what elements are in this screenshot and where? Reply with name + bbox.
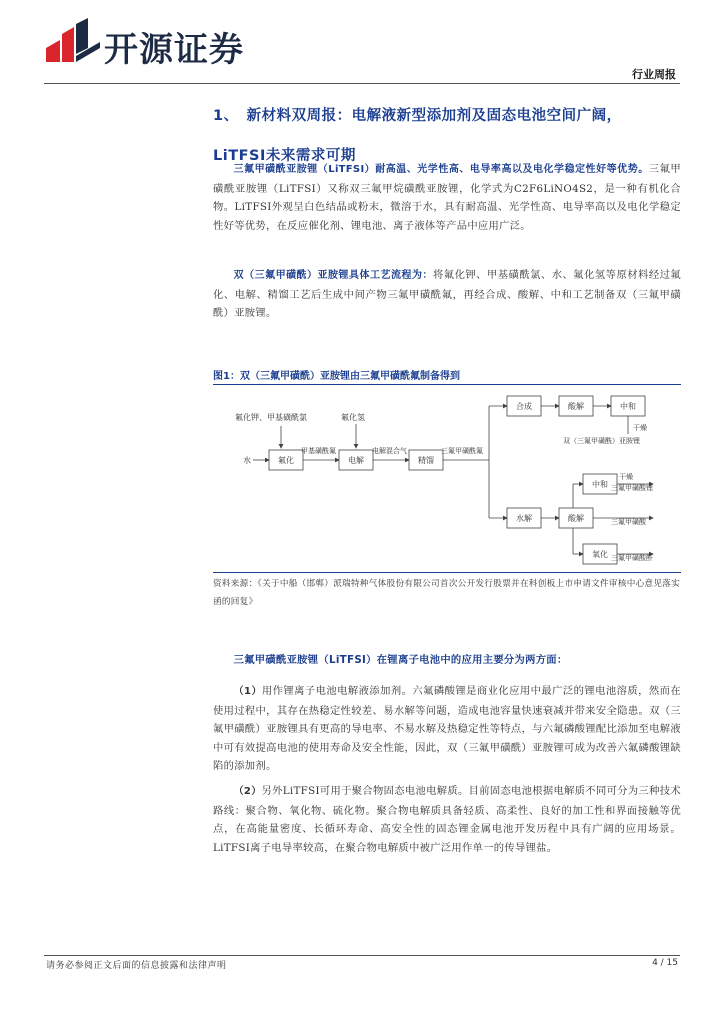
label-input-kf: 氟化钾、甲基磺酰氯 xyxy=(235,413,307,422)
paragraph-1 xyxy=(213,160,681,235)
paragraph-1-text: 三氟甲磺酰亚胺锂（LiTFSI）又称双三氟甲烷磺酰亚胺锂，化学式为C2F6LiNO4S2，是一种有机化合物。LiTFSI外观呈白色结晶或粉末，微溶于水，具有耐高温、光学性高、电导率高以及电化学稳定性好等优势，在反应催化剂、锂电池、离子液体等产品中应用广泛。 xyxy=(213,163,681,232)
label-box-synthesis: 合成 xyxy=(516,402,532,411)
label-mid-tfmsf: 三氟甲磺酰氟 xyxy=(441,447,483,455)
paragraph-4-text: 另外LiTFSI可用于聚合物固态电池电解质。目前固态电池根据电解质不同可分为三种技术路线：聚合物、氧化物、硫化物。聚合物电解质具备轻质、高柔性、良好的加工性和界面接触等优点，在高能量密度、长循环寿命、高安全性的固态锂金属电池开发历程中具有广阔的应用场景。LiTFSI离子电导率较高，在聚合物电解质中被广泛用作单一的传导锂盐。 xyxy=(213,785,681,854)
label-box-oxidation: 氧化 xyxy=(592,550,608,559)
paragraph-2-text: 将氟化钾、甲基磺酰氯、水、氟化氢等原材料经过氟化、电解、精馏工艺后生成中间产物三氟甲磺酰氟，再经合成、酸解、中和工艺制备双（三氟甲磺酰）亚胺锂。 xyxy=(213,269,682,320)
label-box-acidolysis: 酸解 xyxy=(568,402,584,411)
section-title-line2: LiTFSI未来需求可期 xyxy=(213,148,356,164)
header-divider xyxy=(44,83,680,84)
page-number: 4 / 15 xyxy=(652,958,678,968)
section-number: 1、 xyxy=(213,108,239,124)
label-product-anhydride: 三氟甲磺酸酐 xyxy=(611,554,653,562)
paragraph-2 xyxy=(213,266,681,323)
company-logo xyxy=(44,18,284,68)
company-name: 开源证券 xyxy=(104,30,244,70)
paragraph-3-text: 用作锂离子电池电解液添加剂。六氟磷酸锂是商业化应用中最广泛的锂电池溶质，然而在使用过程中，其存在热稳定性较差、易水解等问题，造成电池容量快速衰减并带来安全隐患。双（三氟甲磺酰）亚胺锂具有更高的导电率、不易水解及热稳定性等特点，与六氟磷酸锂配比添加至电解液中可有效提高电池的使用寿命及安全性能，因此，双（三氟甲磺酰）亚胺锂可成为改善六氟磷酸锂缺陷的添加剂。 xyxy=(213,685,682,773)
label-product-acid: 三氟甲磺酸 xyxy=(611,518,646,526)
subsection-heading: 三氟甲磺酰亚胺锂（LiTFSI）在锂离子电池中的应用主要分为两方面： xyxy=(233,654,568,666)
label-mid-mix: 电解混合气 xyxy=(372,447,407,455)
figure-source: 资料来源：《关于中船（邯郸）派瑞特种气体股份有限公司首次公开发行股票并在科创板上市申请文件审核中心意见落实函的回复》 xyxy=(213,579,681,607)
logo-mark-icon xyxy=(44,18,100,64)
label-box-hydrolysis: 水解 xyxy=(516,514,532,523)
paragraph-3-lead: （1） xyxy=(233,686,262,697)
label-box-fluorination: 氟化 xyxy=(278,456,294,465)
label-drying-2: 干燥 xyxy=(619,473,633,481)
label-mid-msf: 甲基磺酰氟 xyxy=(301,447,336,455)
label-product-litfsi: 双（三氟甲磺酰）亚胺锂 xyxy=(563,437,640,445)
label-input-water: 水 xyxy=(243,456,251,465)
footer-disclaimer: 请务必参阅正文后面的信息披露和法律声明 xyxy=(46,961,227,971)
footer-divider xyxy=(44,955,680,956)
paragraph-3 xyxy=(213,682,681,776)
paragraph-4-lead: （2） xyxy=(233,786,262,797)
paragraph-2-bold: 双（三氟甲磺酰）亚胺锂具体工艺流程为： xyxy=(233,270,433,281)
process-flow-diagram xyxy=(213,388,683,570)
section-title-line1: 新材料双周报：电解液新型添加剂及固态电池空间广阔， xyxy=(246,108,622,124)
label-drying: 干燥 xyxy=(633,424,647,432)
label-box-neutralization: 中和 xyxy=(620,402,636,411)
label-box-acidolysis-2: 酸解 xyxy=(568,514,584,523)
label-box-neutralization-2: 中和 xyxy=(592,480,608,489)
figure-source-block xyxy=(213,572,681,611)
figure-title: 图1：双（三氟甲磺酰）亚胺锂由三氟甲磺酰氟制备得到 xyxy=(213,371,460,382)
label-box-electrolysis: 电解 xyxy=(348,456,364,465)
label-input-hf: 氟化氢 xyxy=(341,413,365,422)
label-box-rectification: 精馏 xyxy=(418,456,434,465)
label-product-li-sulfonate: 三氟甲磺酸锂 xyxy=(611,484,653,492)
report-type: 行业周报 xyxy=(632,68,676,81)
paragraph-1-bold: 三氟甲磺酰亚胺锂（LiTFSI）耐高温、光学性高、电导率高以及电化学稳定性好等优势。 xyxy=(233,164,649,175)
paragraph-4 xyxy=(213,782,681,857)
figure-title-bar xyxy=(213,364,681,385)
